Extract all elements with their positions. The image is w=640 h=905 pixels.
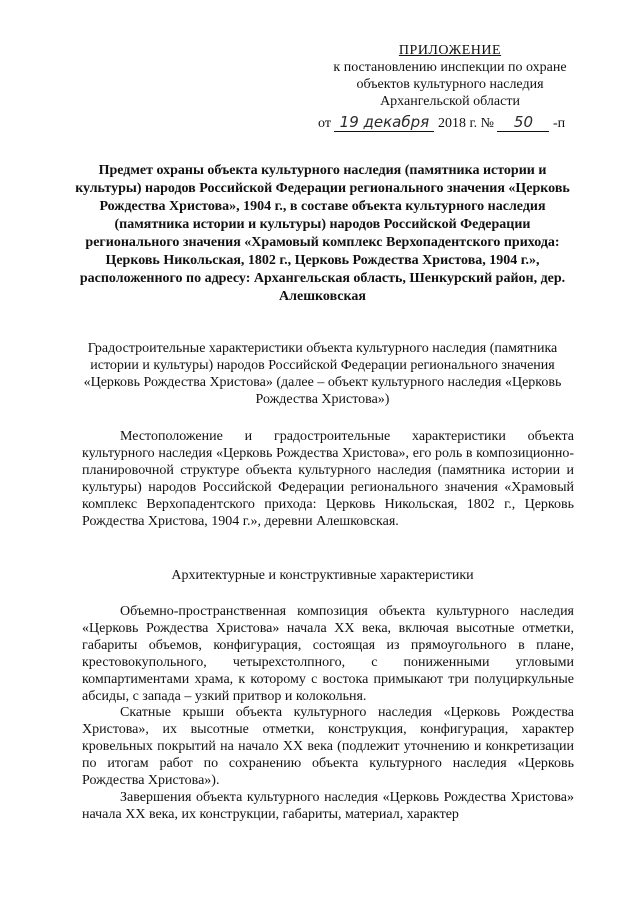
- order-number: 50: [497, 113, 549, 132]
- paragraph-composition-text: Объемно-пространственная композиция объекта культурного наследия «Церковь Рождества Христова» начала XX века, включая высотные отметки, габариты объемов, конфигурация, состоящая из прямоугольного в плане, крестовокупольного, четырехстолпного, с пониженными угловыми компартиментами храма, к которому с востока примыкают три полуциркульные абсиды, с запада – узкий притвор и колокольня.: [82, 604, 574, 704]
- order-prefix: от: [318, 116, 331, 131]
- paragraph-completions: [82, 789, 574, 823]
- order-suffix: -п: [552, 116, 566, 131]
- order-line: [318, 113, 618, 133]
- appendix-line-2: объектов культурного наследия: [356, 77, 544, 92]
- appendix-heading: ПРИЛОЖЕНИЕ: [398, 43, 502, 58]
- appendix-block: [300, 42, 600, 110]
- paragraph-roofs: [82, 704, 574, 789]
- paragraph-composition: [82, 603, 574, 705]
- appendix-line-3: Архангельской области: [380, 94, 520, 109]
- paragraph-completions-text: Завершения объекта культурного наследия «Церковь Рождества Христова» начала XX века, их конструкции, габариты, материал, характер: [82, 790, 574, 822]
- paragraph-roofs-text: Скатные крыши объекта культурного наследия «Церковь Рождества Христова», их высотные отметки, конструкция, конфигурация, характер кровельных покрытий на начало XX века (подлежит уточнению и конкретизации по итогам работ по сохранению объекта культурного наследия «Церковь Рождества Христова»).: [82, 705, 574, 788]
- appendix-line-1: к постановлению инспекции по охране: [333, 60, 567, 75]
- order-year: 2018 г. №: [437, 116, 494, 131]
- order-day: 19 декабря: [334, 113, 434, 132]
- section-subtitle: Градостроительные характеристики объекта культурного наследия (памятника истории и культуры) народов Российской Федерации регионального значения «Церковь Рождества Христова» (далее – объект культурного наследия «Церковь Рождества Христова»): [83, 341, 562, 407]
- document-title: Предмет охраны объекта культурного наследия (памятника истории и культуры) народов Российской Федерации регионального значения «Церковь Рождества Христова», 1904 г., в составе объекта культурного наследия (памятника истории и культуры) народов Российской Федерации регионального значения «Храмовый комплекс Верхопадентского прихода: Церковь Никольская, 1802 г., Церковь Рождества Христова, 1904 г.», расположенного по адресу: Архангельская область, Шенкурский район, дер. Алешковская: [75, 163, 570, 304]
- section-heading: Архитектурные и конструктивные характеристики: [171, 568, 474, 583]
- paragraph-location: [82, 428, 574, 530]
- paragraph-location-text: Местоположение и градостроительные характеристики объекта культурного наследия «Церковь Рождества Христова», его роль в композиционно-планировочной структуре объекта культурного наследия (памятника истории и культуры) народов Российской Федерации регионального значения «Храмовый комплекс Верхопадентского прихода: Церковь Никольская, 1802 г., Церковь Рождества Христова, 1904 г.», деревни Алешковская.: [82, 429, 574, 529]
